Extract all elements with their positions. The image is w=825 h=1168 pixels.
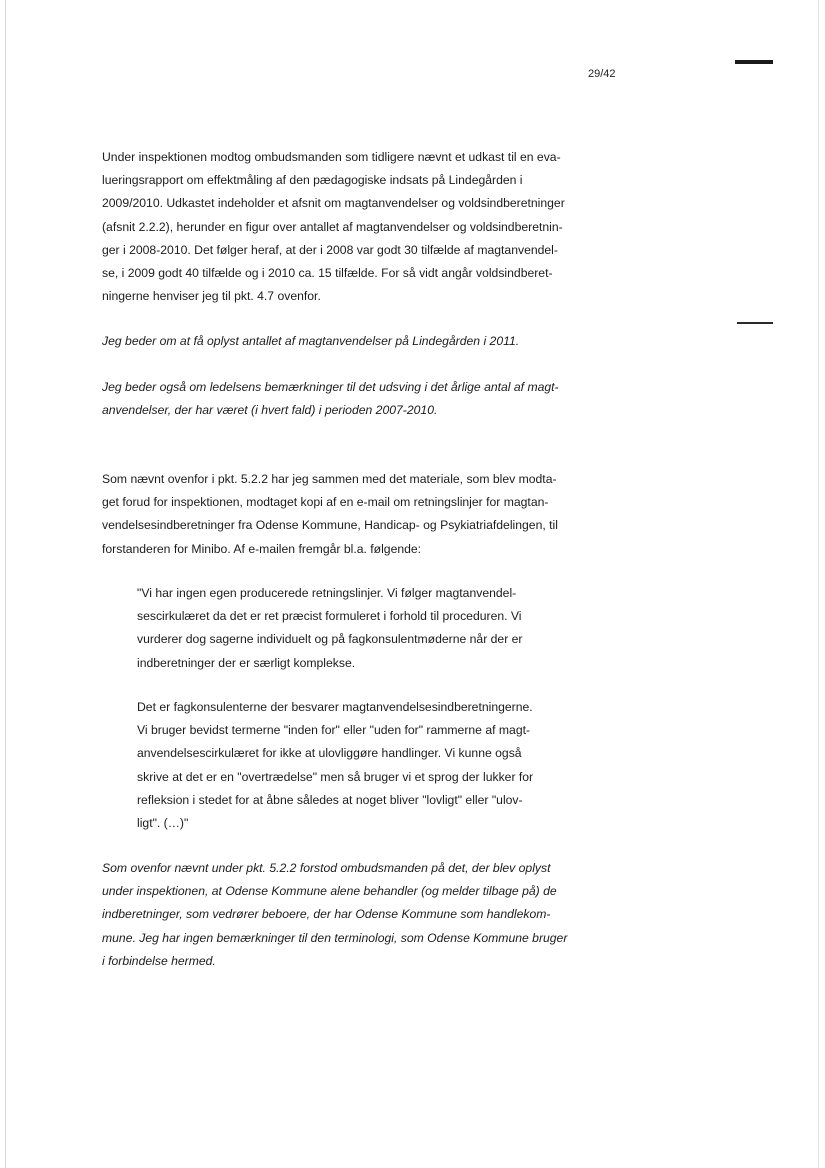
text-line: anvendelser, der har været (i hvert fald) i perioden 2007-2010. [102, 403, 438, 418]
text-line: se, i 2009 godt 40 tilfælde og i 2010 ca. 15 tilfælde. For så vidt angår voldsindberet- [102, 266, 553, 281]
text-line: mune. Jeg har ingen bemærkninger til den terminologi, som Odense Kommune bruger [102, 930, 568, 945]
text-line: refleksion i stedet for at åbne således at noget bliver "lovligt" eller "ulov- [137, 792, 523, 807]
text-line: Som ovenfor nævnt under pkt. 5.2.2 forstod ombudsmanden på det, der blev oplyst [102, 861, 551, 875]
text-line: get forud for inspektionen, modtaget kopi af en e-mail om retningslinjer for magtan- [102, 495, 549, 510]
text-line: Jeg beder også om ledelsens bemærkninger til det udsving i det årlige antal af magt- [102, 380, 559, 394]
scan-edge-right [818, 0, 819, 1168]
text-line: under inspektionen, at Odense Kommune alene behandler (og melder tilbage på) de [102, 884, 557, 899]
paragraph-request-2011 [102, 330, 612, 353]
text-line: vurderer dog sagerne individuelt og på fagkonsulentmøderne når der er [137, 632, 523, 647]
text-line: skrive at det er en "overtrædelse" men så bruger vi et sprog der lukker for [137, 769, 534, 784]
text-line: 2009/2010. Udkastet indeholder et afsnit om magtanvendelser og voldsindberetninger [102, 196, 565, 211]
paragraph-email-intro [102, 468, 612, 561]
text-line: Jeg beder om at få oplyst antallet af magtanvendelser på Lindegården i 2011. [102, 334, 520, 348]
text-line: indberetninger der er særligt komplekse. [137, 655, 356, 670]
text-line: anvendelsescirkulæret for ikke at ulovliggøre handlinger. Vi kunne også [137, 746, 522, 761]
text-line: ningerne henviser jeg til pkt. 4.7 ovenfor. [102, 289, 321, 304]
text-line: Det er fagkonsulenterne der besvarer magtanvendelsesindberetningerne. [137, 700, 533, 714]
text-line: Som nævnt ovenfor i pkt. 5.2.2 har jeg sammen med det materiale, som blev modta- [102, 472, 557, 486]
margin-mark-top [735, 60, 773, 64]
page-number: 29/42 [588, 68, 616, 80]
text-line: ger i 2008-2010. Det følger heraf, at der i 2008 var godt 30 tilfælde af magtanvendel- [102, 242, 558, 257]
paragraph-request-remarks [102, 376, 612, 422]
margin-mark-middle [737, 322, 773, 324]
text-line: Under inspektionen modtog ombudsmanden som tidligere nævnt et udkast til en eva- [102, 150, 561, 164]
text-line: vendelsesindberetninger fra Odense Kommune, Handicap- og Psykiatriafdelingen, til [102, 518, 558, 533]
text-line: Vi bruger bevidst termerne "inden for" eller "uden for" rammerne af magt- [137, 723, 531, 738]
quote-paragraph-1 [137, 582, 612, 675]
text-line: (afsnit 2.2.2), herunder en figur over antallet af magtanvendelser og voldsindberetnin- [102, 219, 563, 234]
text-line: indberetninger, som vedrører beboere, der har Odense Kommune som handlekom- [102, 907, 551, 922]
text-line: lueringsrapport om effektmåling af den pædagogiske indsats på Lindegården i [102, 173, 523, 188]
text-line: "Vi har ingen egen producerede retningslinjer. Vi følger magtanvendel- [137, 586, 517, 600]
paragraph-conclusion [102, 857, 612, 973]
text-line: i forbindelse hermed. [102, 953, 216, 968]
scan-edge-left [5, 0, 6, 1168]
paragraph-evaluation-report [102, 146, 612, 308]
text-line: forstanderen for Minibo. Af e-mailen fremgår bl.a. følgende: [102, 541, 422, 556]
text-line: ligt". (…)" [137, 816, 189, 831]
text-line: sescirkulæret da det er ret præcist formuleret i forhold til proceduren. Vi [137, 609, 522, 624]
quote-paragraph-2 [137, 696, 612, 835]
